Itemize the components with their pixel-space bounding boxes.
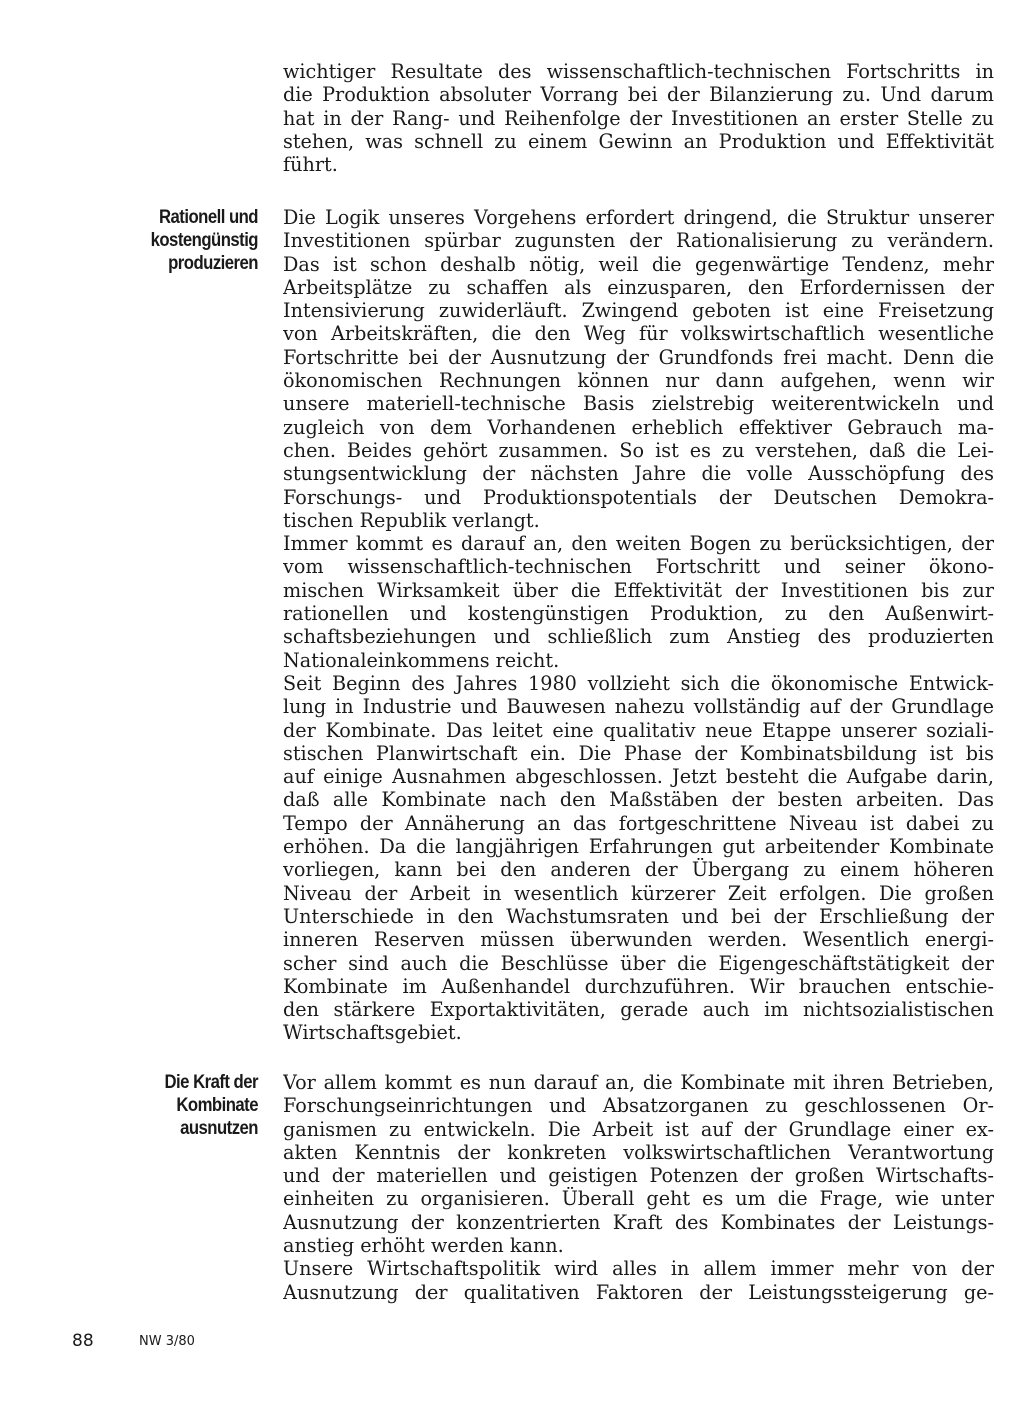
text-line: Nationaleinkommens reicht. [283,648,560,672]
text-line: Intensivierung zuwiderläuft. Zwingend geboten ist eine Freisetzung [283,299,994,323]
text-line: Die Logik unseres Vorgehens erfordert dringend, die Struktur unserer [283,206,994,229]
text-line: Kombinate im Außenhandel durchzuführen. Wir brauchen entschie- [283,974,994,998]
text-line: führt. [283,153,338,177]
margin-heading-line: kostengünstig [150,230,258,251]
text-line: Ausnutzung der konzentrierten Kraft des Kombinates der Leistungs- [283,1210,994,1234]
text-line: vorliegen, kann bei den anderen der Übergang zu einem höheren [283,858,994,882]
text-line: Forschungseinrichtungen und Absatzorganen zu geschlossenen Or- [283,1094,994,1118]
text-block-kraft [283,1071,994,1304]
text-line: vom wissenschaftlich-technischen Fortschritt und seiner ökono- [283,555,994,579]
text-line: ökonomischen Rechnungen können nur dann aufgehen, wenn wir [283,369,994,393]
text-line: anstieg erhöht werden kann. [283,1234,564,1258]
page-number: 88 [72,1331,94,1351]
margin-heading-kraft [126,1071,258,1140]
text-line: Immer kommt es darauf an, den weiten Bogen zu berücksichtigen, der [283,532,994,556]
text-line: erhöhen. Da die langjährigen Erfahrungen gut arbeitender Kombinate [283,835,994,859]
text-line: Unsere Wirtschaftspolitik wird alles in allem immer mehr von der [283,1257,994,1281]
text-line: stehen, was schnell zu einem Gewinn an Produktion und Effektivität [283,129,994,153]
text-line: Tempo der Annäherung an das fortgeschrittene Niveau ist dabei zu [283,811,994,835]
text-line: stungsentwicklung der nächsten Jahre die volle Ausschöpfung des [283,462,994,486]
text-line: Vor allem kommt es nun darauf an, die Kombinate mit ihren Betrieben, [283,1071,994,1094]
text-line: Fortschritte bei der Ausnutzung der Grundfonds frei macht. Denn die [283,345,994,369]
text-line: Wirtschaftsgebiet. [283,1021,462,1045]
text-line: Niveau der Arbeit in wesentlich kürzerer Zeit erfolgen. Die großen [283,881,994,905]
text-line: daß alle Kombinate nach den Maßstäben der besten arbeiten. Das [283,788,994,812]
text-line: die Produktion absoluter Vorrang bei der Bilanzierung zu. Und darum [283,83,994,107]
text-line: und der materiellen und geistigen Potenzen der großen Wirtschafts- [283,1164,994,1188]
text-line: Investitionen spürbar zugunsten der Rationalisierung zu verändern. [283,229,994,253]
text-line: Das ist schon deshalb nötig, weil die gegenwärtige Tendenz, mehr [283,252,994,276]
text-line: Ausnutzung der qualitativen Faktoren der Leistungssteigerung ge- [283,1280,994,1304]
text-line: Unterschiede in den Wachstumsraten und bei der Erschließung der [283,904,994,928]
margin-heading-line: Kombinate [176,1095,258,1116]
text-line: rationellen und kostengünstigen Produktion, zu den Außenwirt- [283,602,994,626]
text-line: stischen Planwirtschaft ein. Die Phase der Kombinatsbildung ist bis [283,741,994,765]
text-line: unsere materiell-technische Basis zielstrebig weiterentwickeln und [283,392,994,416]
issue-label: NW 3/80 [139,1334,195,1349]
margin-heading-line: produzieren [168,253,258,274]
text-line: akten Kenntnis der konkreten volkswirtschaftlichen Verantwortung [283,1140,994,1164]
text-line: zugleich von dem Vorhandenen erheblich effektiver Gebrauch ma- [283,415,994,439]
text-line: scher sind auch die Beschlüsse über die Eigengeschäftstätigkeit der [283,951,994,975]
margin-heading-line: Die Kraft der [164,1072,258,1093]
text-line: chen. Beides gehört zusammen. So ist es zu verstehen, daß die Lei- [283,438,994,462]
text-line: schaftsbeziehungen und schließlich zum Anstieg des produzierten [283,625,994,649]
margin-heading-rationell [126,206,258,275]
text-line: von Arbeitskräften, die den Weg für volkswirtschaftlich wesentliche [283,322,994,346]
text-line: inneren Reserven müssen überwunden werden. Wesentlich energi- [283,928,994,952]
text-line: einheiten zu organisieren. Überall geht es um die Frage, wie unter [283,1187,994,1211]
text-line: Arbeitsplätze zu schaffen als einzusparen, den Erfordernissen der [283,275,994,299]
text-block-rationell [283,206,994,1045]
margin-heading-line: ausnutzen [180,1118,258,1139]
text-line: ganismen zu entwickeln. Die Arbeit ist auf der Grundlage einer ex- [283,1117,994,1141]
text-line: Seit Beginn des Jahres 1980 vollzieht sich die ökonomische Entwick- [283,671,994,695]
text-block-intro [283,60,994,176]
text-line: Forschungs- und Produktionspotentials der Deutschen Demokra- [283,485,994,509]
text-line: der Kombinate. Das leitet eine qualitativ neue Etappe unserer soziali- [283,718,994,742]
text-line: auf einige Ausnahmen abgeschlossen. Jetzt besteht die Aufgabe darin, [283,765,994,789]
text-line: tischen Republik verlangt. [283,508,540,532]
text-line: wichtiger Resultate des wissenschaftlich-technischen Fortschritts in [283,60,994,83]
text-line: den stärkere Exportaktivitäten, gerade auch im nichtsozialistischen [283,998,994,1022]
text-line: lung in Industrie und Bauwesen nahezu vollständig auf der Grundlage [283,695,994,719]
text-line: mischen Wirksamkeit über die Effektivität der Investitionen bis zur [283,578,994,602]
margin-heading-line: Rationell und [158,207,258,228]
text-line: hat in der Rang- und Reihenfolge der Investitionen an erster Stelle zu [283,106,994,130]
